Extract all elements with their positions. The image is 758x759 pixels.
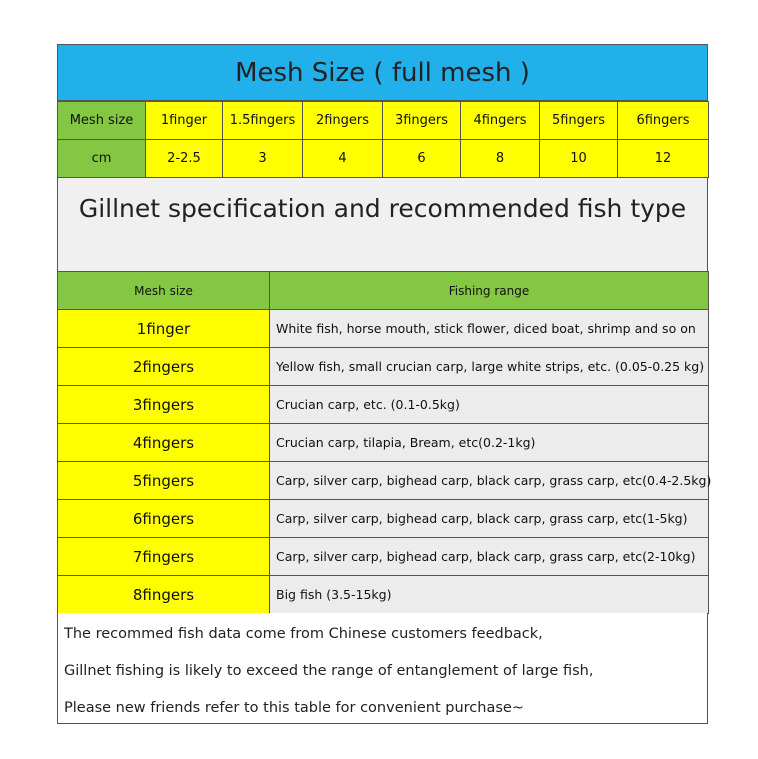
table-row (58, 348, 709, 386)
table-row (58, 538, 709, 576)
table-row (58, 462, 709, 500)
row-mesh-size: 1finger (58, 310, 270, 348)
mesh-size-row (58, 102, 709, 140)
cm-cell: 3 (223, 140, 303, 178)
fish-range-table (57, 271, 712, 614)
mesh-size-cell: 4fingers (461, 102, 540, 140)
cm-cell: 10 (540, 140, 618, 178)
cm-cell: 12 (618, 140, 709, 178)
header-fishing-range: Fishing range (270, 272, 709, 310)
mesh-size-cell: 1.5fingers (223, 102, 303, 140)
header-mesh-size: Mesh size (58, 272, 270, 310)
row-mesh-size: 6fingers (58, 500, 270, 538)
mesh-size-label: Mesh size (58, 102, 146, 140)
row-fishing-range: Yellow fish, small crucian carp, large white strips, etc. (0.05-0.25 kg) (270, 348, 709, 386)
cm-cell: 2-2.5 (146, 140, 223, 178)
note-line: Please new friends refer to this table for convenient purchase~ (64, 700, 524, 716)
row-fishing-range: Carp, silver carp, bighead carp, black carp, grass carp, etc(1-5kg) (270, 500, 709, 538)
table-row (58, 500, 709, 538)
cm-cell: 8 (461, 140, 540, 178)
fish-table-header (58, 272, 709, 310)
row-mesh-size: 2fingers (58, 348, 270, 386)
spec-heading-text: Gillnet specification and recommended fish type (78, 194, 687, 223)
row-mesh-size: 7fingers (58, 538, 270, 576)
mesh-size-cell: 1finger (146, 102, 223, 140)
mesh-size-cell: 3fingers (383, 102, 461, 140)
mesh-size-cell: 5fingers (540, 102, 618, 140)
notes-section (57, 613, 708, 724)
note-line: The recommed fish data come from Chinese customers feedback, (64, 626, 543, 642)
row-fishing-range: Big fish (3.5-15kg) (270, 576, 709, 614)
cm-cell: 6 (383, 140, 461, 178)
mesh-size-cell: 2fingers (303, 102, 383, 140)
table-row (58, 310, 709, 348)
cm-cell: 4 (303, 140, 383, 178)
row-fishing-range: Crucian carp, etc. (0.1-0.5kg) (270, 386, 709, 424)
table-row (58, 424, 709, 462)
row-mesh-size: 4fingers (58, 424, 270, 462)
table-row (58, 576, 709, 614)
note-line: Gillnet fishing is likely to exceed the range of entanglement of large fish, (64, 663, 594, 679)
mesh-cm-row (58, 140, 709, 178)
mesh-size-table (57, 101, 709, 178)
row-fishing-range: Carp, silver carp, bighead carp, black carp, grass carp, etc(0.4-2.5kg) (270, 462, 709, 500)
row-mesh-size: 3fingers (58, 386, 270, 424)
row-mesh-size: 5fingers (58, 462, 270, 500)
spec-heading (57, 177, 708, 272)
row-mesh-size: 8fingers (58, 576, 270, 614)
page-title: Mesh Size ( full mesh ) (57, 44, 708, 101)
table-row (58, 386, 709, 424)
mesh-size-cell: 6fingers (618, 102, 709, 140)
row-fishing-range: Carp, silver carp, bighead carp, black carp, grass carp, etc(2-10kg) (270, 538, 709, 576)
row-fishing-range: Crucian carp, tilapia, Bream, etc(0.2-1kg) (270, 424, 709, 462)
row-fishing-range: White fish, horse mouth, stick flower, diced boat, shrimp and so on (270, 310, 709, 348)
cm-label: cm (58, 140, 146, 178)
